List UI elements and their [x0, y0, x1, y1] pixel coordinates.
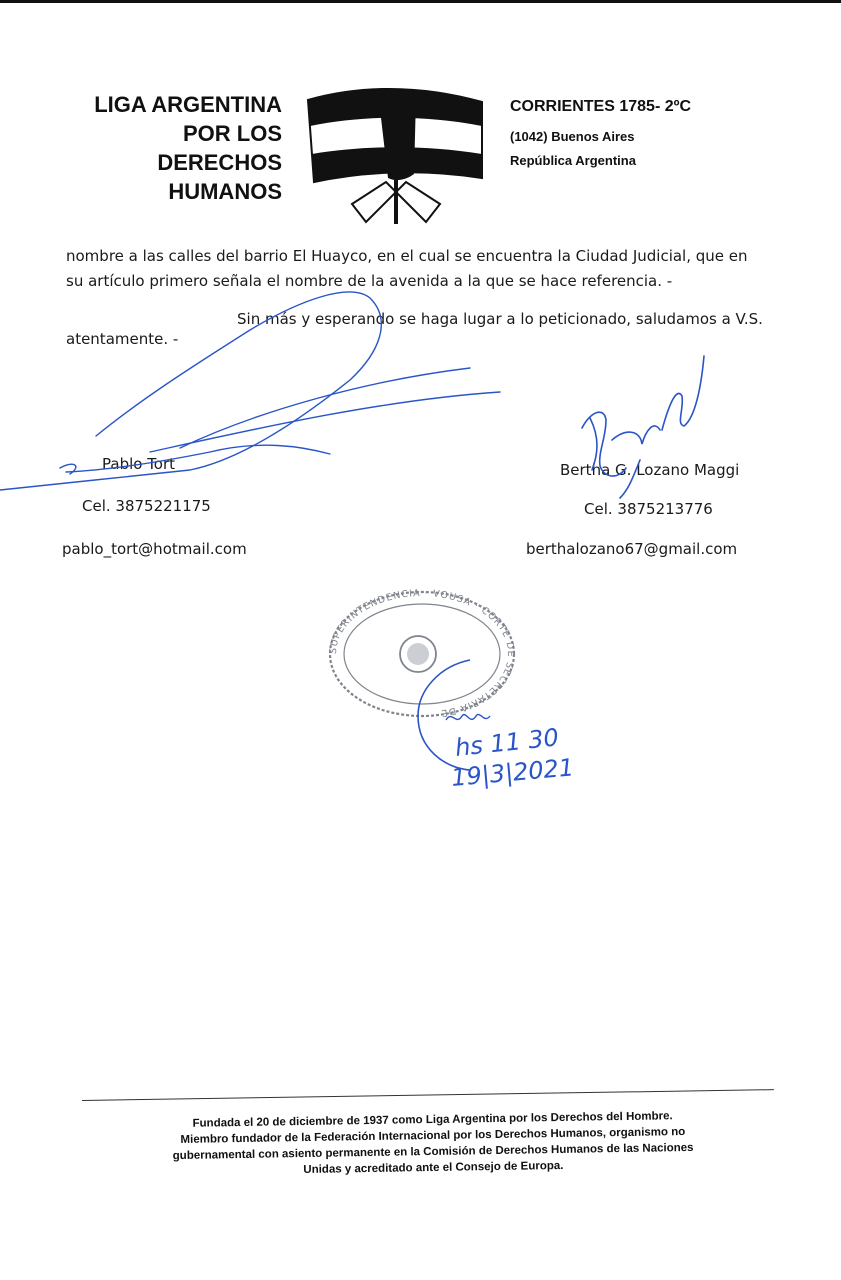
footer-divider	[82, 1089, 774, 1101]
city-address: (1042) Buenos Aires	[510, 129, 635, 144]
org-name-line: HUMANOS	[168, 179, 282, 204]
body-paragraph	[66, 244, 806, 294]
street-address: CORRIENTES 1785- 2ºC	[510, 98, 692, 115]
footer-line: Fundada el 20 de diciembre de 1937 como Liga Argentina por los Derechos del Hombre.	[192, 1110, 673, 1130]
stamp-ring-text: SUPERINTENDENCIA · VOUSA · CORTE DE SECRETARIA DE	[327, 587, 517, 719]
org-name-line: LIGA ARGENTINA	[94, 92, 282, 117]
org-name-line: POR LOS	[182, 121, 282, 146]
footer-line: Miembro fundador de la Federación Internacional por los Derechos Humanos, organismo no	[180, 1126, 686, 1146]
stamp-date: 19|3|2021	[450, 753, 576, 792]
footer-line: gubernamental con asiento permanente en la Comisión de Derechos Humanos de las Naciones	[172, 1141, 694, 1163]
closing-line: Sin más y esperando se haga lugar a lo peticionado, saludamos a V.S.	[237, 310, 763, 328]
signatory-phone-right: Cel. 3875213776	[584, 500, 713, 518]
paragraph-line: su artículo primero señala el nombre de la avenida a la que se hace referencia. -	[66, 272, 673, 290]
svg-text:SUPERINTENDENCIA · VOUSA · COR	[328, 588, 516, 719]
top-edge	[0, 0, 841, 3]
address-block	[510, 97, 691, 168]
stamp-handwriting	[418, 660, 575, 792]
footer-note	[88, 1107, 779, 1182]
signatory-name-left: Pablo Tort	[102, 455, 176, 473]
signatory-email-right: berthalozano67@gmail.com	[526, 540, 738, 558]
paragraph-line: nombre a las calles del barrio El Huayco, en el cual se encuentra la Ciudad Judicial, que en	[66, 247, 748, 265]
official-stamp	[328, 588, 516, 719]
signatory-name-right: Bertha G. Lozano Maggi	[560, 461, 740, 479]
signatory-email-left: pablo_tort@hotmail.com	[62, 540, 247, 558]
signatory-phone-left: Cel. 3875221175	[82, 497, 211, 515]
closing-line: atentamente. -	[66, 330, 179, 348]
organization-name	[52, 90, 282, 206]
stamp-time: hs 11 30	[453, 723, 561, 762]
org-name-line: DERECHOS	[157, 150, 282, 175]
country-address: República Argentina	[510, 153, 636, 168]
flag-hands-logo	[300, 84, 490, 232]
footer-line: Unidas y acreditado ante el Consejo de Europa.	[303, 1159, 564, 1177]
